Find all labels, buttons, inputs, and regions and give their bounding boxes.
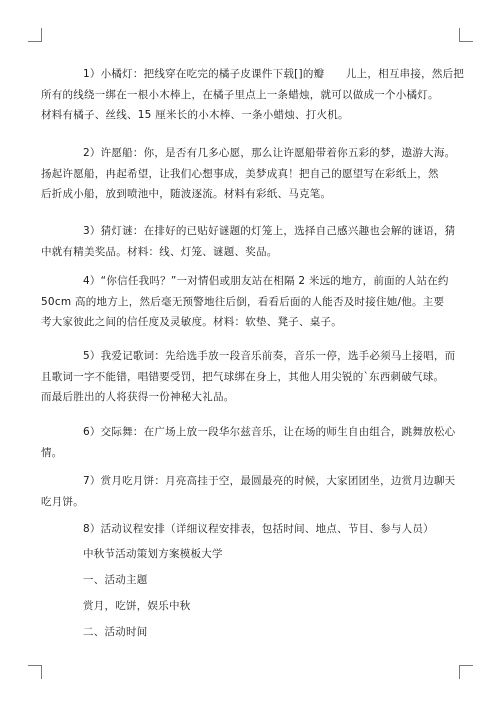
text-line: 所有的线绕一绑在一根小木棒上，在橘子里点上一条蜡烛，就可以做成一个小橘灯。 (41, 88, 439, 101)
paragraph-lyrics-game (41, 346, 456, 408)
text-line: 中就有精美奖品。材料：线、灯笼、谜题、奖品。 (41, 245, 278, 258)
section-heading-time: 二、活动时间 (83, 626, 148, 638)
page-corner-mark-top-left (28, 28, 42, 42)
text-line: 50cm 高的地方上，然后毫无预警地往后倒，看看后面的人能否及时接住她/他。主要 (41, 295, 445, 308)
paragraph-mooncake (41, 471, 456, 512)
text-line: 3）猜灯谜：在排好的已贴好谜题的灯笼上，选择自己感兴趣也会解的谜语，猜 (83, 225, 456, 237)
paragraph-agenda (62, 519, 438, 540)
text-line: 扬起许愿船，冉起希望，让我们心想事成，美梦成真！把自己的愿望写在彩纸上，然 (41, 167, 439, 180)
text-line: 5）我爱记歌词：先给选手放一段音乐前奏，音乐一停，选手必须马上接唱，而 (83, 350, 456, 362)
theme-text: 赏月，吃饼，娱乐中秋 (83, 600, 191, 612)
document-title: 中秋节活动策划方案模板大学 (83, 548, 223, 560)
text-line: 而最后胜出的人将获得一份神秘大礼品。 (41, 391, 235, 403)
paragraph-social-dance (41, 422, 456, 463)
text-line: 1）小橘灯：把线穿在吃完的橘子皮课件下载[]的瓣 儿上，相互串接，然后把 (83, 68, 465, 80)
text-line: 4）“你信任我吗？”一对情侣或朋友站在相隔 2 米远的地方，前面的人站在约 (83, 275, 449, 287)
paragraph-lantern-riddles (41, 221, 456, 262)
text-line: 材料有橘子、丝线、15 厘米长的小木棒、一条小蜡烛、打火机。 (41, 109, 349, 121)
text-line: 后折成小船，放到喷池中，随波逐流。材料有彩纸、马克笔。 (41, 188, 332, 200)
page-corner-mark-top-right (459, 28, 473, 42)
text-line: 6）交际舞：在广场上放一段华尔兹音乐，让在场的师生自由组合，跳舞放松心 (83, 426, 456, 438)
paragraph-trust-game (41, 271, 449, 333)
page-corner-mark-bottom-left (28, 665, 42, 679)
text-line: 8）活动议程安排（详细议程安排表，包括时间、地点、节目、参与人员） (83, 523, 434, 535)
text-line: 考大家彼此之间的信任度及灵敏度。材料：软垫、凳子、桌子。 (41, 316, 342, 328)
section-heading-theme: 一、活动主题 (83, 574, 148, 586)
page-corner-mark-bottom-right (459, 665, 473, 679)
text-line: 情。 (41, 446, 63, 459)
text-line: 吃月饼。 (41, 495, 84, 508)
paragraph-wish-boat (41, 143, 456, 205)
text-line: 2）许愿船：你，是否有几多心愿，那么让许愿船带着你五彩的梦，遨游大海。 (83, 147, 456, 159)
paragraph-small-orange-lamp (41, 64, 465, 126)
text-line: 且歌词一字不能错，唱错要受罚，把气球绑在身上，其他人用尖锐的`东西刺破气球。 (41, 370, 445, 383)
text-line: 7）赏月吃月饼：月亮高挂于空，最圆最亮的时候，大家团团坐，边赏月边聊天 (83, 475, 456, 487)
